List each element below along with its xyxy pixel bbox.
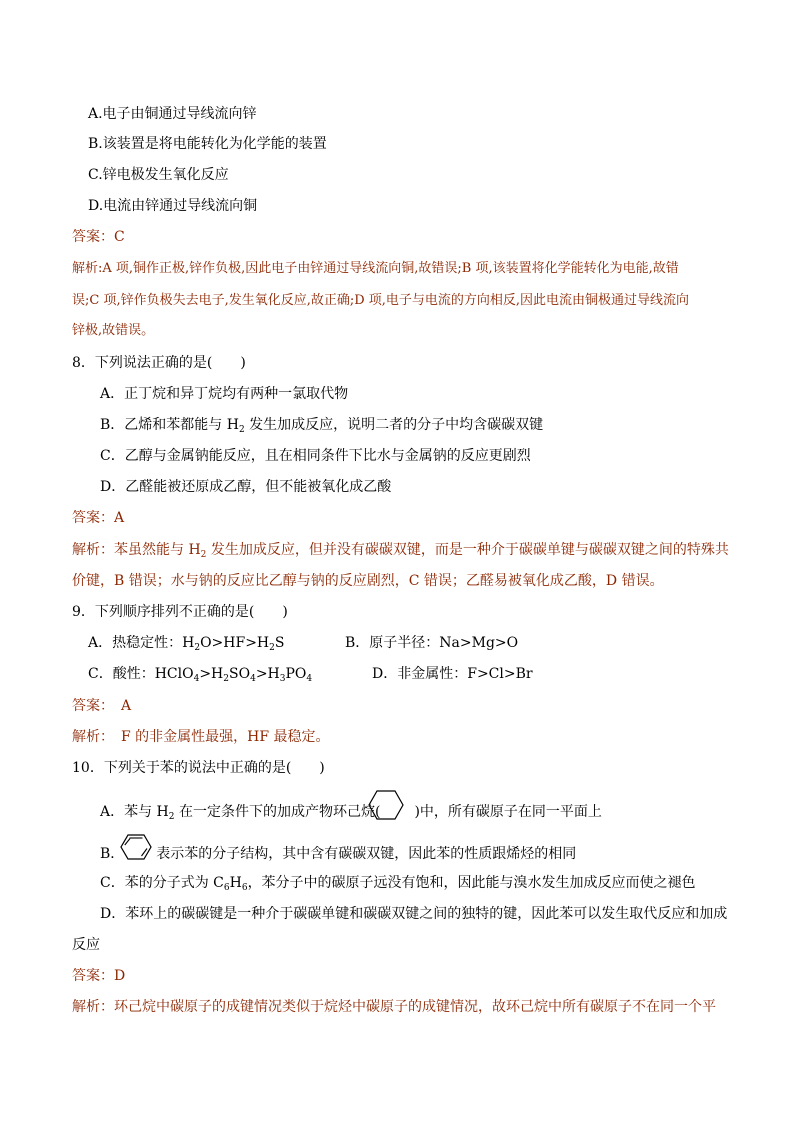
q8-option-c: C．乙醇与金属钠能反应，且在相同条件下比水与金属钠的反应更剧烈 — [100, 448, 531, 464]
q8-option-d: D．乙醛能被还原成乙醇，但不能被氧化成乙酸 — [100, 479, 392, 495]
q10-option-d-line-1: D．苯环上的碳碳键是一种介于碳碳单键和碳碳双键之间的独特的键，因此苯可以发生取代反应和加成 — [100, 906, 728, 922]
q8-explanation-line-1: 解析：苯虽然能与 $H_2$ 发生加成反应，但并没有碳碳双键，而是一种介于碳碳单键与碳碳双键之间的特殊共 — [72, 542, 729, 560]
q10-option-d-line-2: 反应 — [72, 937, 100, 953]
q8-option-b: B．乙烯和苯都能与 $H_2$ 发生加成反应，说明二者的分子中均含碳碳双键 — [100, 417, 544, 435]
q10-explanation: 解析：环己烷中碳原子的成键情况类似于烷烃中碳原子的成键情况，故环己烷中所有碳原子不在同一个平 — [72, 999, 716, 1015]
q7-option-d: D.电流由锌通过导线流向铜 — [88, 198, 258, 214]
q8-explanation-line-2: 价键，B 错误；水与钠的反应比乙醇与钠的反应剧烈，C 错误；乙醛易被氧化成乙酸，D 错误。 — [72, 573, 664, 589]
q9-question: 9．下列顺序排列不正确的是( ) — [72, 604, 288, 620]
q9-option-b: B．原子半径：Na>Mg>O — [345, 635, 519, 651]
q7-answer: 答案：C — [72, 229, 125, 245]
q7-explanation-line-3: 锌极,故错误。 — [72, 323, 155, 338]
q10-option-b: B． 表示苯的分子结构，其中含有碳碳双键，因此苯的性质跟烯烃的相同 — [100, 846, 577, 862]
q7-explanation-line-1: 解析:A 项,铜作正极,锌作负极,因此电子由锌通过导线流向铜,故错误;B 项,该装置将化学能转化为电能,故错 — [72, 261, 679, 276]
q9-option-d: D．非金属性：F>Cl>Br — [372, 666, 533, 682]
q7-explanation-line-2: 误;C 项,锌作负极失去电子,发生氧化反应,故正确;D 项,电子与电流的方向相反,因此电流由铜极通过导线流向 — [72, 293, 690, 308]
q10-option-a: A．苯与 $H_2$ 在一定条件下的加成产物环己烷( )中，所有碳原子在同一平面上 — [100, 804, 602, 822]
q8-answer: 答案：A — [72, 510, 125, 526]
q9-option-a: A．热稳定性：$H_2O>HF>H_2S$ — [88, 635, 285, 653]
q8-question: 8．下列说法正确的是( ) — [72, 355, 246, 371]
q9-answer: 答案： A — [72, 698, 132, 714]
benzene-structure-icon — [120, 833, 152, 861]
q9-option-c: C．酸性：$HClO_4>H_2SO_4>H_3PO_4$ — [88, 666, 313, 684]
q10-question: 10．下列关于苯的说法中正确的是( ) — [72, 760, 325, 776]
q9-explanation: 解析： F 的非金属性最强，HF 最稳定。 — [72, 729, 330, 745]
cyclohexane-structure-icon — [368, 789, 404, 821]
q10-answer: 答案：D — [72, 968, 126, 984]
q7-option-c: C.锌电极发生氧化反应 — [88, 167, 229, 183]
q10-option-c: C．苯的分子式为 $C_6H_6$，苯分子中的碳原子远没有饱和，因此能与溴水发生加成反应而使之褪色 — [100, 875, 696, 893]
q7-option-b: B.该装置是将电能转化为化学能的装置 — [88, 136, 327, 152]
q7-option-a: A.电子由铜通过导线流向锌 — [88, 106, 257, 122]
q8-option-a: A．正丁烷和异丁烷均有两种一氯取代物 — [100, 386, 349, 402]
